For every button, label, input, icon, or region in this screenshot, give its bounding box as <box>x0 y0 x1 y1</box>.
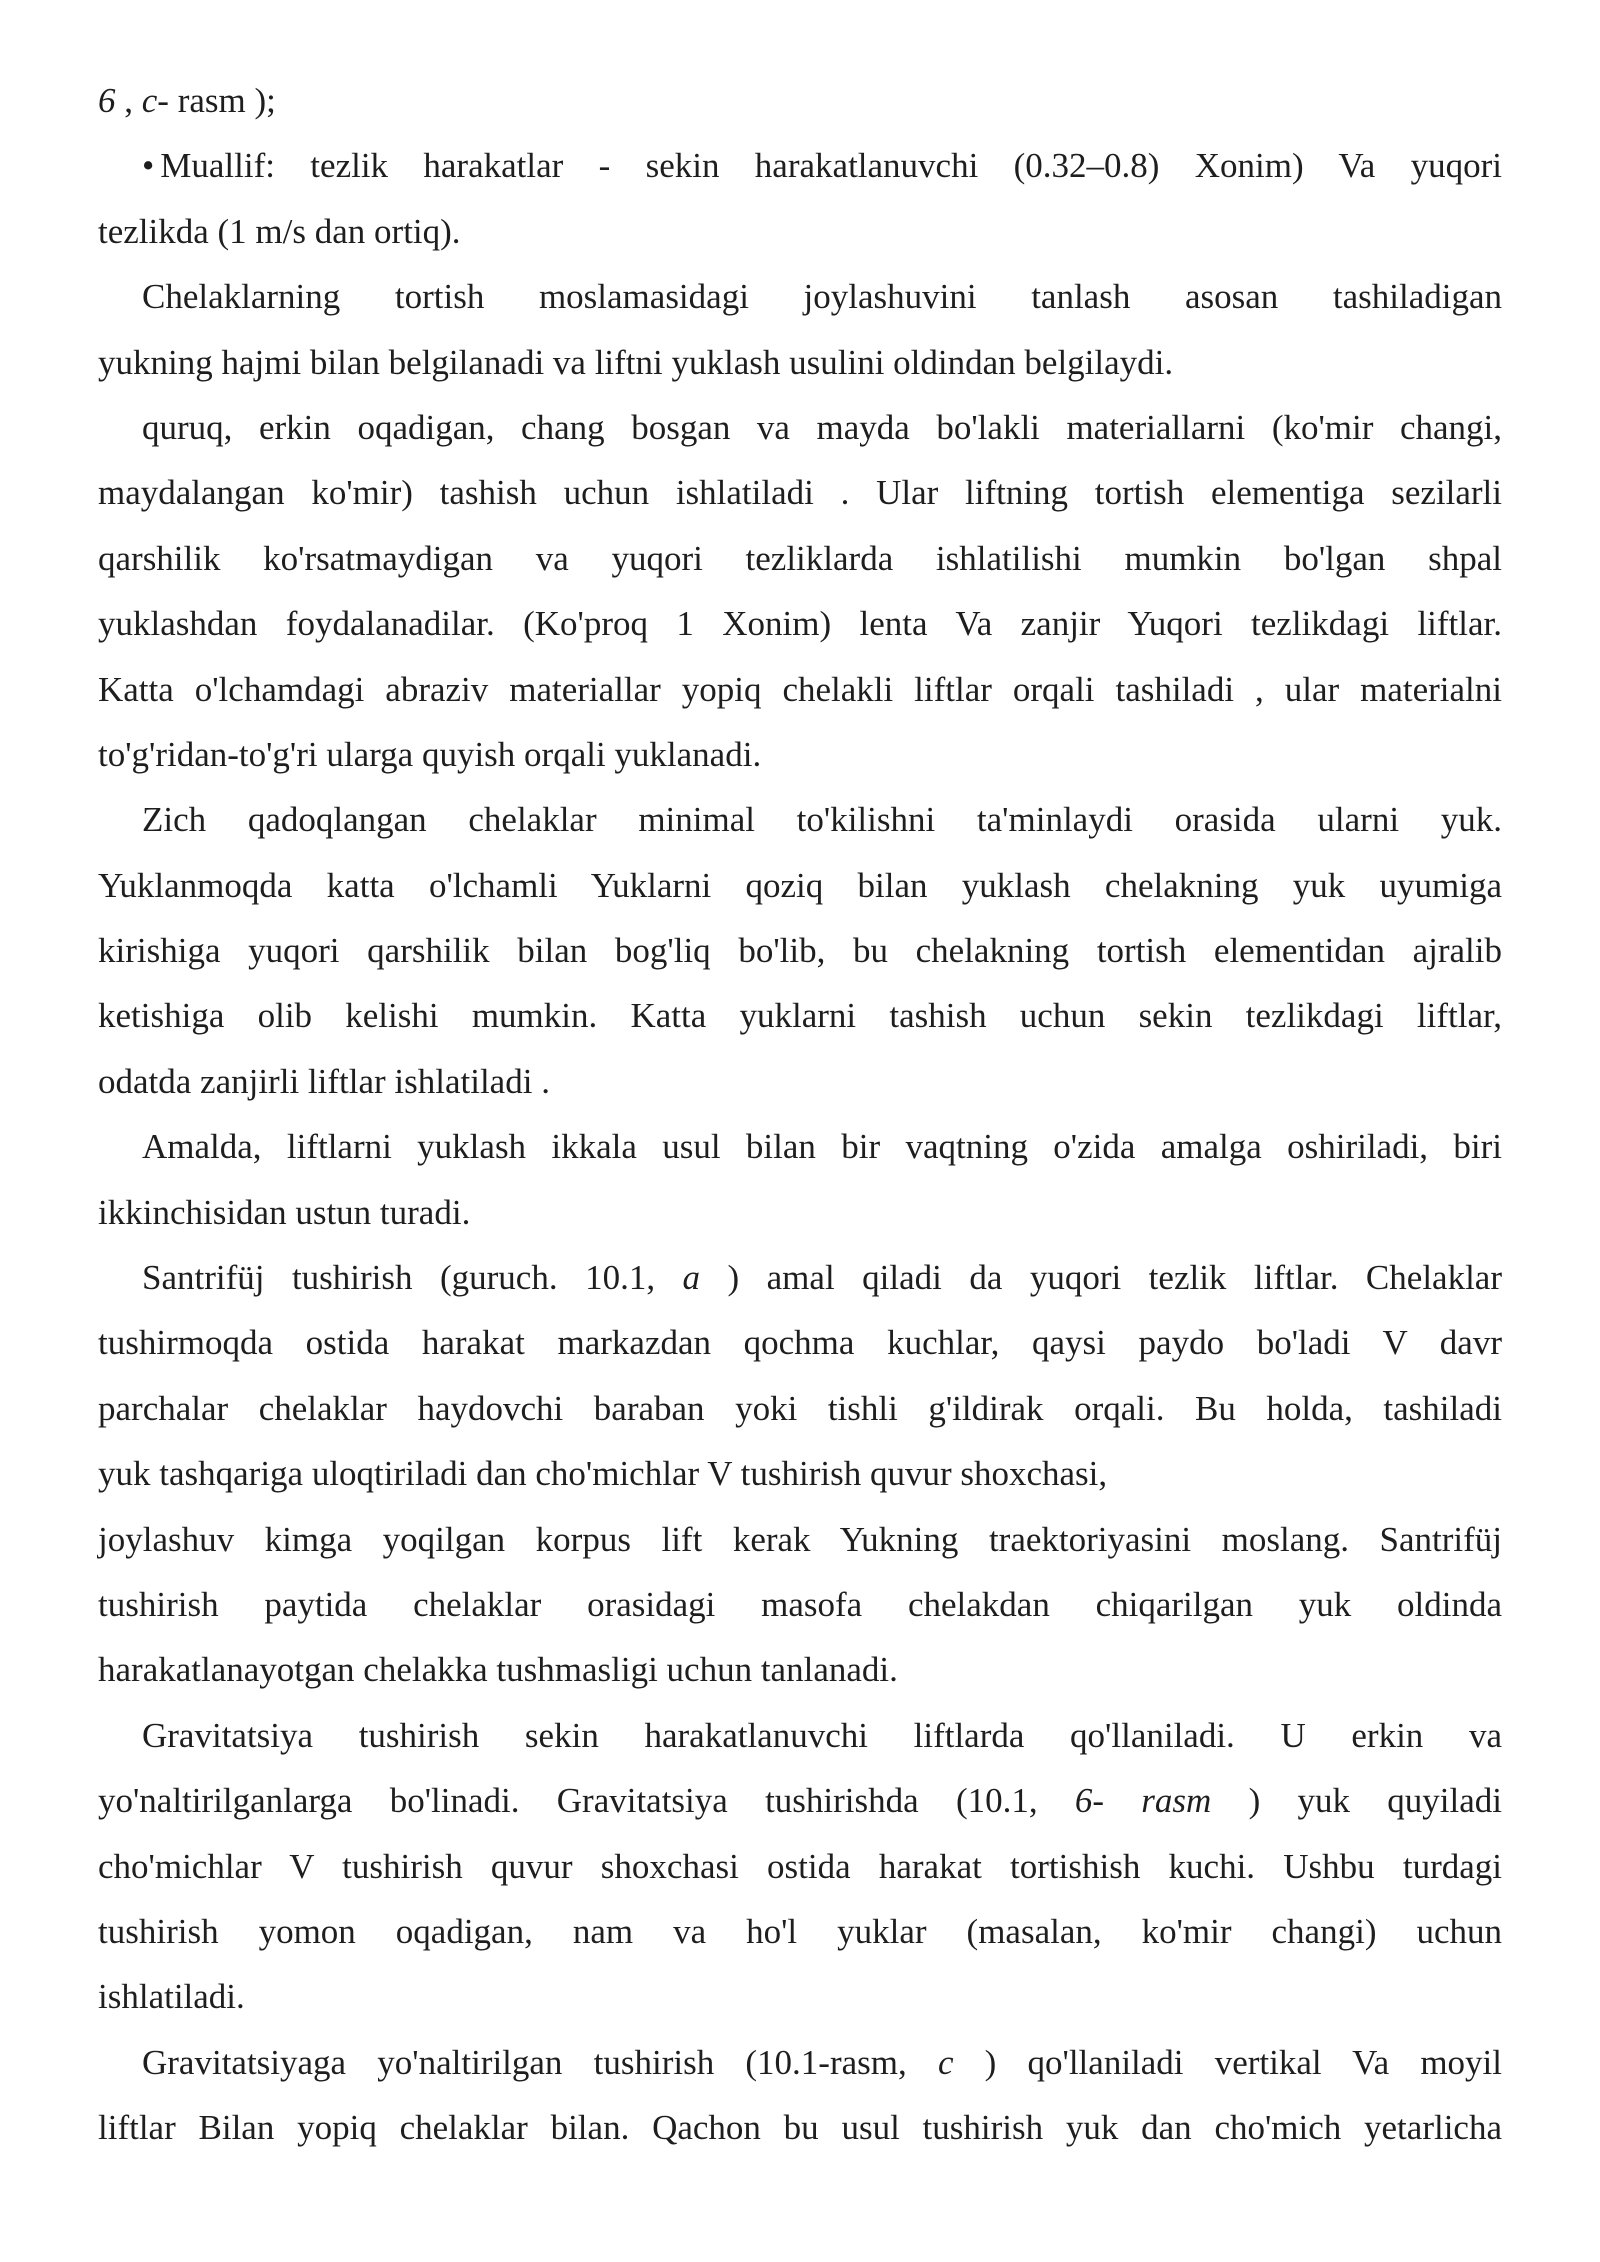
text-line: to'g'ridan-to'g'ri ularga quyish orqali yuklanadi. <box>98 734 762 774</box>
text-line: liftlar Bilan yopiq chelaklar bilan. Qachon bu usul tushirish yuk dan cho'mich yetarlicha <box>98 2108 1502 2148</box>
text-line <box>98 75 1502 140</box>
bullet-icon: • <box>142 146 155 186</box>
text-line <box>98 1775 1502 1840</box>
text-span: rasm ); <box>168 81 276 120</box>
text-span: , <box>115 81 142 120</box>
text-italic: 6- rasm <box>1074 1781 1212 1821</box>
text-line: tushirish paytida chelaklar orasidagi masofa chelakdan chiqarilgan yuk oldinda <box>98 1584 1502 1624</box>
text-line: Chelaklarning tortish moslamasidagi joylashuvini tanlash asosan tashiladigan <box>142 277 1502 317</box>
text-line: parchalar chelaklar haydovchi baraban yoki tishli g'ildirak orqali. Bu holda, tashiladi <box>98 1388 1502 1428</box>
text-line: ikkinchisidan ustun turadi. <box>98 1192 471 1232</box>
text-line: yuklashdan foydalanadilar. (Ko'proq 1 Xonim) lenta Va zanjir Yuqori tezlikdagi liftlar. <box>98 604 1502 644</box>
text-line: tushirmoqda ostida harakat markazdan qochma kuchlar, qaysi paydo bo'ladi V davr <box>98 1323 1502 1363</box>
text-line: Katta o'lchamdagi abraziv materiallar yopiq chelakli liftlar orqali tashiladi , ular materialni <box>98 669 1502 709</box>
text-line: Amalda, liftlarni yuklash ikkala usul bilan bir vaqtning o'zida amalga oshiriladi, biri <box>142 1127 1502 1167</box>
text-span: ) amal qiladi da yuqori tezlik liftlar. Chelaklar <box>700 1258 1502 1298</box>
text-span: Santrifüj tushirish (guruch. 10.1, <box>142 1258 683 1298</box>
text-line: tezlikda (1 m/s dan ortiq). <box>98 211 461 251</box>
text-line: yuk tashqariga uloqtiriladi dan cho'michlar V tushirish quvur shoxchasi, <box>98 1454 1108 1494</box>
text-span: ) yuk quyiladi <box>1211 1781 1502 1821</box>
text-line: yukning hajmi bilan belgilanadi va liftni yuklash usulini oldindan belgilaydi. <box>98 342 1174 382</box>
text-line: quruq, erkin oqadigan, chang bosgan va mayda bo'lakli materiallarni (ko'mir changi, <box>142 407 1502 447</box>
text-line: ketishiga olib kelishi mumkin. Katta yuklarni tashish uchun sekin tezlikdagi liftlar, <box>98 996 1502 1036</box>
text-line <box>98 140 1502 205</box>
text-line: odatda zanjirli liftlar ishlatiladi . <box>98 1061 550 1101</box>
text-span: yo'naltirilganlarga bo'linadi. Gravitatsiya tushirishda (10.1, <box>98 1781 1075 1821</box>
text-line: qarshilik ko'rsatmaydigan va yuqori tezliklarda ishlatilishi mumkin bo'lgan shpal <box>98 538 1502 578</box>
text-span: ) qo'llaniladi vertikal Va moyil <box>953 2042 1502 2082</box>
text-line: Gravitatsiya tushirish sekin harakatlanuvchi liftlarda qo'llaniladi. U erkin va <box>142 1715 1502 1755</box>
document-page <box>98 75 1502 2168</box>
text-line: kirishiga yuqori qarshilik bilan bog'liq bo'lib, bu chelakning tortish elementidan ajralib <box>98 931 1502 971</box>
text-italic: 6 <box>98 81 116 120</box>
text-line: Zich qadoqlangan chelaklar minimal to'kilishni ta'minlaydi orasida ularni yuk. <box>142 800 1502 840</box>
text-italic: c <box>937 2042 954 2082</box>
text-line <box>98 2037 1502 2102</box>
text-line: cho'michlar V tushirish quvur shoxchasi ostida harakat tortishish kuchi. Ushbu turdagi <box>98 1846 1502 1886</box>
text-line: ishlatiladi. <box>98 1977 245 2017</box>
text-line: joylashuv kimga yoqilgan korpus lift kerak Yukning traektoriyasini moslang. Santrifüj <box>98 1519 1502 1559</box>
text-span: Muallif: tezlik harakatlar - sekin harakatlanuvchi (0.32–0.8) Xonim) Va yuqori <box>160 146 1502 186</box>
text-span: Gravitatsiyaga yo'naltirilgan tushirish (10.1-rasm, <box>142 2042 938 2082</box>
text-line: harakatlanayotgan chelakka tushmasligi uchun tanlanadi. <box>98 1650 898 1690</box>
text-line: Yuklanmoqda katta o'lchamli Yuklarni qoziq bilan yuklash chelakning yuk uyumiga <box>98 865 1502 905</box>
text-line <box>98 1252 1502 1317</box>
text-line: maydalangan ko'mir) tashish uchun ishlatiladi . Ular liftning tortish elementiga sezilarli <box>98 473 1502 513</box>
text-line: tushirish yomon oqadigan, nam va ho'l yuklar (masalan, ko'mir changi) uchun <box>98 1911 1502 1951</box>
text-italic: a <box>682 1258 701 1298</box>
text-italic: c- <box>141 81 169 120</box>
